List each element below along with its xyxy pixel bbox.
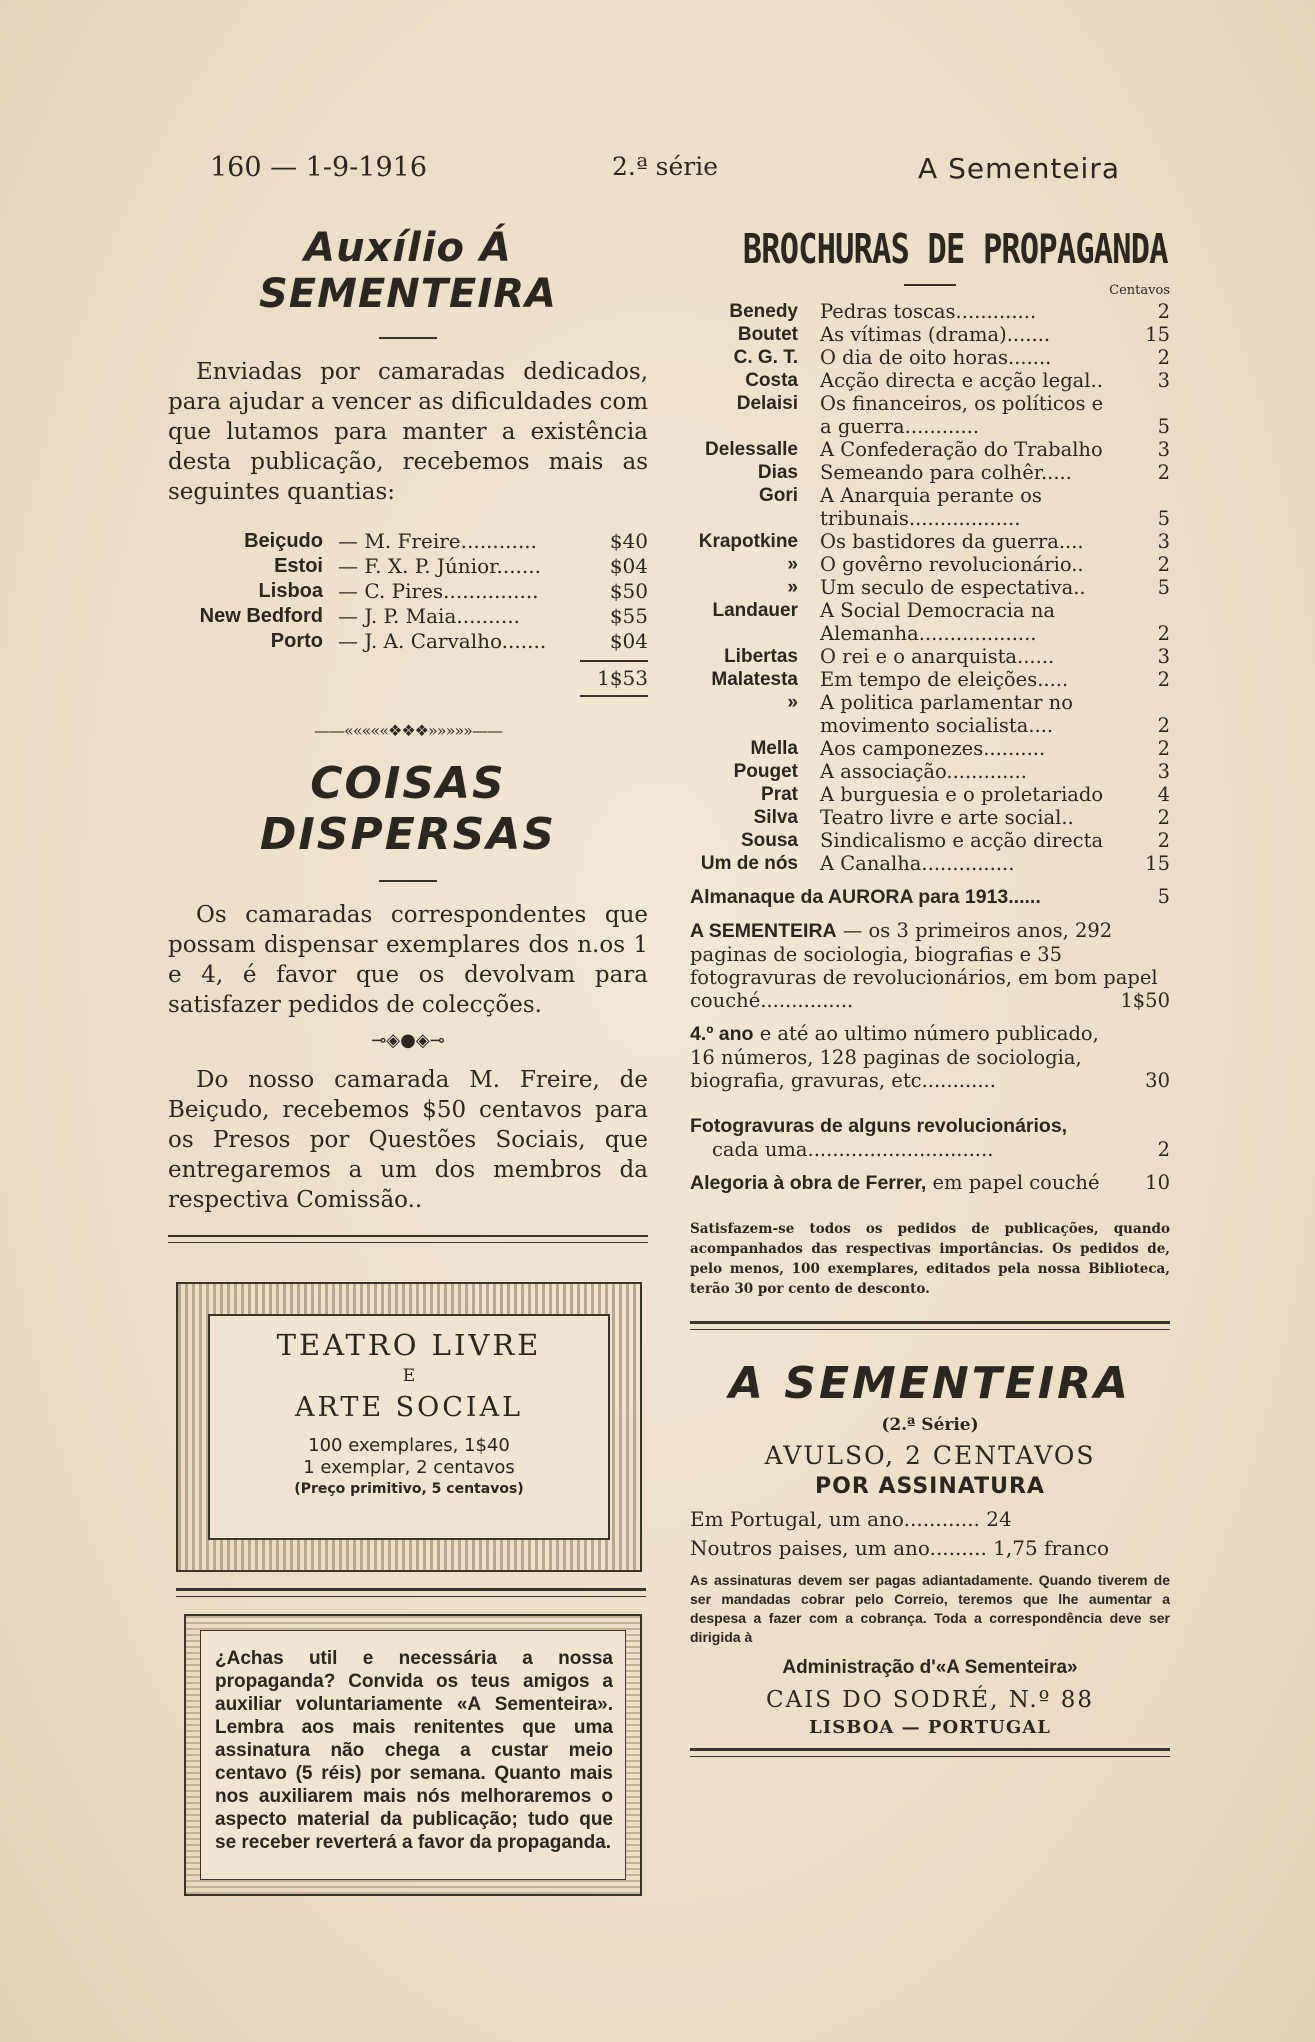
brochure-author: Krapotkine [698, 531, 798, 552]
subscription-prices [690, 1505, 1170, 1563]
brochure-author: Um de nós [700, 853, 798, 874]
section-rule [690, 1748, 1170, 1757]
brochure-author: Libertas [724, 646, 798, 667]
alegoria-label: Alegoria à obra de Ferrer, [690, 1172, 927, 1194]
donor-amount: $04 [609, 629, 648, 653]
brochure-title: Aos camponezes.......... [820, 737, 1046, 760]
left-column [168, 225, 648, 1263]
sem-price: 1$50 [1120, 989, 1170, 1012]
brochure-title: Pedras toscas............. [820, 300, 1037, 323]
brochure-price: 2 [1157, 806, 1170, 829]
section-rule [690, 1321, 1170, 1330]
almanaque-item [690, 885, 1170, 909]
brochure-row [690, 553, 1170, 576]
brochure-row [690, 346, 1170, 369]
brochure-title: O rei e o anarquista...... [820, 645, 1055, 668]
brochure-row [690, 645, 1170, 668]
brochure-price: 2 [1157, 737, 1170, 760]
foto-text: cada uma.............................. [712, 1138, 994, 1161]
ano4-item [690, 1022, 1170, 1092]
donor-list [168, 529, 648, 697]
donor-amount: $55 [609, 604, 648, 628]
donor-place: New Bedford [199, 605, 323, 627]
brochure-price: 3 [1157, 438, 1170, 461]
donor-name: — F. X. P. Júnior....... [338, 554, 541, 578]
teatro-subtitle: ARTE SOCIAL [294, 1392, 524, 1423]
brochure-title: Os financeiros, os políticos e a guerra............ [820, 392, 1104, 438]
orders-notice: Satisfazem-se todos os pedidos de publicações, quando acompanhados das respectivas importâncias. Os pedidos de, pelo menos, 100 exemplares, editados pela nossa Biblioteca, terão 30 por cento de desconto. [690, 1221, 1170, 1297]
brochure-author: Malatesta [711, 669, 798, 690]
brochure-author: Silva [753, 807, 798, 828]
price-abroad: Noutros paises, um ano......... 1,75 franco [690, 1536, 1110, 1560]
divider [379, 337, 437, 339]
brochure-price: 3 [1157, 760, 1170, 783]
donor-name: — M. Freire............ [338, 529, 537, 553]
teatro-price-single: 1 exemplar, 2 centavos [303, 1457, 515, 1478]
brochure-author: Boutet [737, 324, 798, 345]
brochure-row [690, 369, 1170, 392]
brochure-row [690, 392, 1170, 438]
brochure-row [690, 737, 1170, 760]
teatro-advert [176, 1282, 642, 1572]
brochure-price: 15 [1145, 852, 1170, 875]
centavos-label: Centavos [1109, 283, 1170, 298]
donor-amount: $40 [609, 529, 648, 553]
right-column [690, 225, 1170, 1757]
teatro-title: TEATRO LIVRE [276, 1328, 542, 1362]
donor-amount: $50 [609, 579, 648, 603]
brochure-price: 2 [1157, 714, 1170, 737]
auxilio-heading: Auxílio Á SEMENTEIRA [259, 225, 557, 317]
brochure-price: 3 [1157, 530, 1170, 553]
teatro-original-price: (Preço primitivo, 5 centavos) [294, 1481, 524, 1497]
brochure-title: Acção directa e acção legal.. [820, 369, 1103, 392]
brochure-author: » [787, 554, 798, 575]
brochure-price: 2 [1157, 668, 1170, 691]
brochure-author: Costa [745, 370, 798, 391]
series-label: 2.ª série [612, 152, 719, 181]
subscription-notice: As assinaturas devem ser pagas adiantadamente. Quando tiverem de ser mandadas cobrar pelo Correio, teremos que lhe aumentar a despesa a fazer com a cobrança. Toda a correspondência deve ser dirigida à [690, 1572, 1170, 1645]
masthead-title: A Sementeira [918, 152, 1120, 185]
ano4-text: e até ao ultimo número publicado, 16 números, 128 paginas de sociologia, biografia, gravuras, etc............ [690, 1022, 1099, 1092]
brochure-author: Prat [761, 784, 798, 805]
brochure-title: A Social Democracia na Alemanha................... [820, 599, 1056, 645]
foto-price: 2 [1157, 1138, 1170, 1161]
brochure-price: 4 [1157, 783, 1170, 806]
donor-name: — C. Pires............... [338, 579, 539, 603]
foto-label: Fotogravuras de alguns revolucionários, [690, 1115, 1068, 1137]
brochure-row [690, 760, 1170, 783]
almanaque-price: 5 [1157, 885, 1170, 908]
teatro-conjunction: E [402, 1366, 416, 1386]
brochure-author: » [787, 577, 798, 598]
brochure-row [690, 300, 1170, 323]
small-ornament: ⊸◈●◈⊸ [371, 1030, 445, 1051]
almanaque-label: Almanaque da AURORA para 1913...... [690, 886, 1041, 908]
alegoria-item [690, 1171, 1170, 1195]
donor-row [168, 529, 648, 554]
donor-name: — J. P. Maia.......... [338, 604, 520, 628]
donor-total: 1$53 [597, 666, 648, 690]
achas-box [184, 1614, 642, 1896]
ano4-label: 4.º ano [690, 1023, 754, 1045]
coisas-paragraph-2: Do nosso camarada M. Freire, de Beiçudo, recebemos $50 centavos para os Presos por Questões Sociais, que entregaremos a um dos membros da respectiva Comissão.. [168, 1067, 648, 1213]
brochure-price: 2 [1157, 622, 1170, 645]
avulso-price: AVULSO, 2 CENTAVOS [764, 1441, 1096, 1470]
donor-row [168, 579, 648, 604]
donor-amount: $04 [609, 554, 648, 578]
brochure-author: Gori [758, 485, 798, 506]
brochure-title: Semeando para colhêr..... [820, 461, 1072, 484]
brochure-price: 5 [1157, 415, 1170, 438]
brochure-title: Em tempo de eleições..... [820, 668, 1069, 691]
brochure-title: O dia de oito horas....... [820, 346, 1052, 369]
brochure-title: Teatro livre e arte social.. [820, 806, 1074, 829]
section-rule [168, 1235, 648, 1243]
brochure-price: 2 [1157, 829, 1170, 852]
brochure-row [690, 484, 1170, 530]
administration: Administração d'«A Sementeira» [782, 1657, 1078, 1678]
brochure-title: Um seculo de espectativa.. [820, 576, 1086, 599]
donor-row [168, 629, 648, 654]
sementeira-collection-item [690, 919, 1170, 1012]
fotogravuras-item [690, 1114, 1170, 1161]
price-portugal: Em Portugal, um ano............ 24 [690, 1507, 1012, 1531]
brochure-price: 2 [1157, 346, 1170, 369]
ornamental-divider: ——«««««❖❖❖»»»»»—— [314, 721, 502, 740]
brochure-price: 15 [1145, 323, 1170, 346]
teatro-advert-inner [208, 1314, 610, 1540]
brochure-title: A Canalha............... [820, 852, 1015, 875]
donor-place: Lisboa [258, 580, 323, 602]
address: CAIS DO SODRÉ, N.º 88 [765, 1687, 1095, 1713]
brochure-title: Os bastidores da guerra.... [820, 530, 1084, 553]
coisas-heading: COISAS DISPERSAS [259, 758, 557, 860]
sem-label: A SEMENTEIRA [690, 920, 837, 942]
issue-date: 160 — 1-9-1916 [210, 152, 428, 183]
divider [904, 284, 956, 286]
alegoria-price: 10 [1145, 1171, 1170, 1194]
sementeira-serie: (2.ª Série) [881, 1415, 979, 1435]
brochure-row [690, 806, 1170, 829]
brochures-list [690, 300, 1170, 875]
brochure-row [690, 576, 1170, 599]
ano4-price: 30 [1145, 1069, 1170, 1092]
brochure-author: Mella [750, 738, 798, 759]
brochure-author: C. G. T. [733, 347, 798, 368]
brochure-author: Landauer [712, 600, 798, 621]
brochure-price: 5 [1157, 576, 1170, 599]
donor-row [168, 604, 648, 629]
brochure-price: 3 [1157, 645, 1170, 668]
brochure-row [690, 668, 1170, 691]
brochure-row [690, 599, 1170, 645]
donor-name: — J. A. Carvalho....... [338, 629, 547, 653]
brochure-price: 3 [1157, 369, 1170, 392]
donor-place: Beiçudo [244, 530, 323, 552]
section-rule [176, 1588, 646, 1597]
subscription-block [690, 1358, 1170, 1757]
coisas-paragraph-1: Os camaradas correspondentes que possam dispensar exemplares dos n.os 1 e 4, é favor que os devolvam para satisfazer pedidos de colecções. [168, 902, 648, 1018]
brochure-row [690, 783, 1170, 806]
brochure-author: Delessalle [705, 439, 798, 460]
teatro-price-bulk: 100 exemplares, 1$40 [308, 1435, 510, 1456]
brochure-author: Benedy [729, 301, 798, 322]
brochure-title: As vítimas (drama)....... [820, 323, 1051, 346]
brochure-title: A politica parlamentar no movimento socialista.... [820, 691, 1073, 737]
brochure-author: Delaisi [736, 393, 798, 414]
donor-place: Porto [270, 630, 323, 652]
brochure-row [690, 323, 1170, 346]
brochure-title: O govêrno revolucionário.. [820, 553, 1084, 576]
total-rule [580, 695, 648, 697]
total-rule [580, 660, 648, 662]
brochure-author: » [787, 692, 798, 713]
donor-row [168, 554, 648, 579]
sem-text: — os 3 primeiros anos, 292 paginas de sociologia, biografias e 35 fotogravuras de revolucionários, em bom papel couché............... [690, 919, 1158, 1012]
brochure-price: 2 [1157, 553, 1170, 576]
alegoria-text: em papel couché [932, 1171, 1100, 1194]
brochure-price: 5 [1157, 507, 1170, 530]
brochure-title: A associação............. [820, 760, 1027, 783]
brochure-title: Sindicalismo e acção directa [820, 829, 1104, 852]
brochure-row [690, 829, 1170, 852]
brochure-title: A burguesia e o proletariado [820, 783, 1104, 806]
brochure-title: A Confederação do Trabalho [820, 438, 1103, 461]
auxilio-intro: Enviadas por camaradas dedicados, para ajudar a vencer as dificuldades com que lutamos para manter a existência desta publicação, recebemos mais as seguintes quantias: [168, 359, 648, 505]
brochure-author: Pouget [733, 761, 798, 782]
brochuras-heading: BROCHURAS DE PROPAGANDA [742, 225, 1168, 273]
brochure-title: A Anarquia perante os tribunais.................. [820, 484, 1042, 530]
por-assinatura: POR ASSINATURA [815, 1474, 1045, 1499]
brochure-row [690, 852, 1170, 875]
brochure-author: Sousa [740, 830, 798, 851]
city: LISBOA — PORTUGAL [809, 1717, 1051, 1738]
brochure-price: 2 [1157, 300, 1170, 323]
sementeira-title: A SEMENTEIRA [728, 1358, 1132, 1409]
divider [379, 880, 437, 882]
page-header [210, 152, 1120, 192]
brochure-row [690, 461, 1170, 484]
brochure-row [690, 438, 1170, 461]
brochure-row [690, 691, 1170, 737]
achas-text: ¿Achas util e necessária a nossa propaganda? Convida os teus amigos a auxiliar voluntariamente «A Sementeira». Lembra aos mais renitentes que uma assinatura não chega a custar meio centavo (5 réis) por semana. Quanto mais nos auxiliarem mais nós melhoraremos o aspecto material da publicação; tudo que se receber reverterá a favor da propaganda. [200, 1630, 626, 1880]
brochure-price: 2 [1157, 461, 1170, 484]
brochure-row [690, 530, 1170, 553]
donor-place: Estoi [274, 555, 323, 577]
brochure-author: Dias [757, 462, 798, 483]
